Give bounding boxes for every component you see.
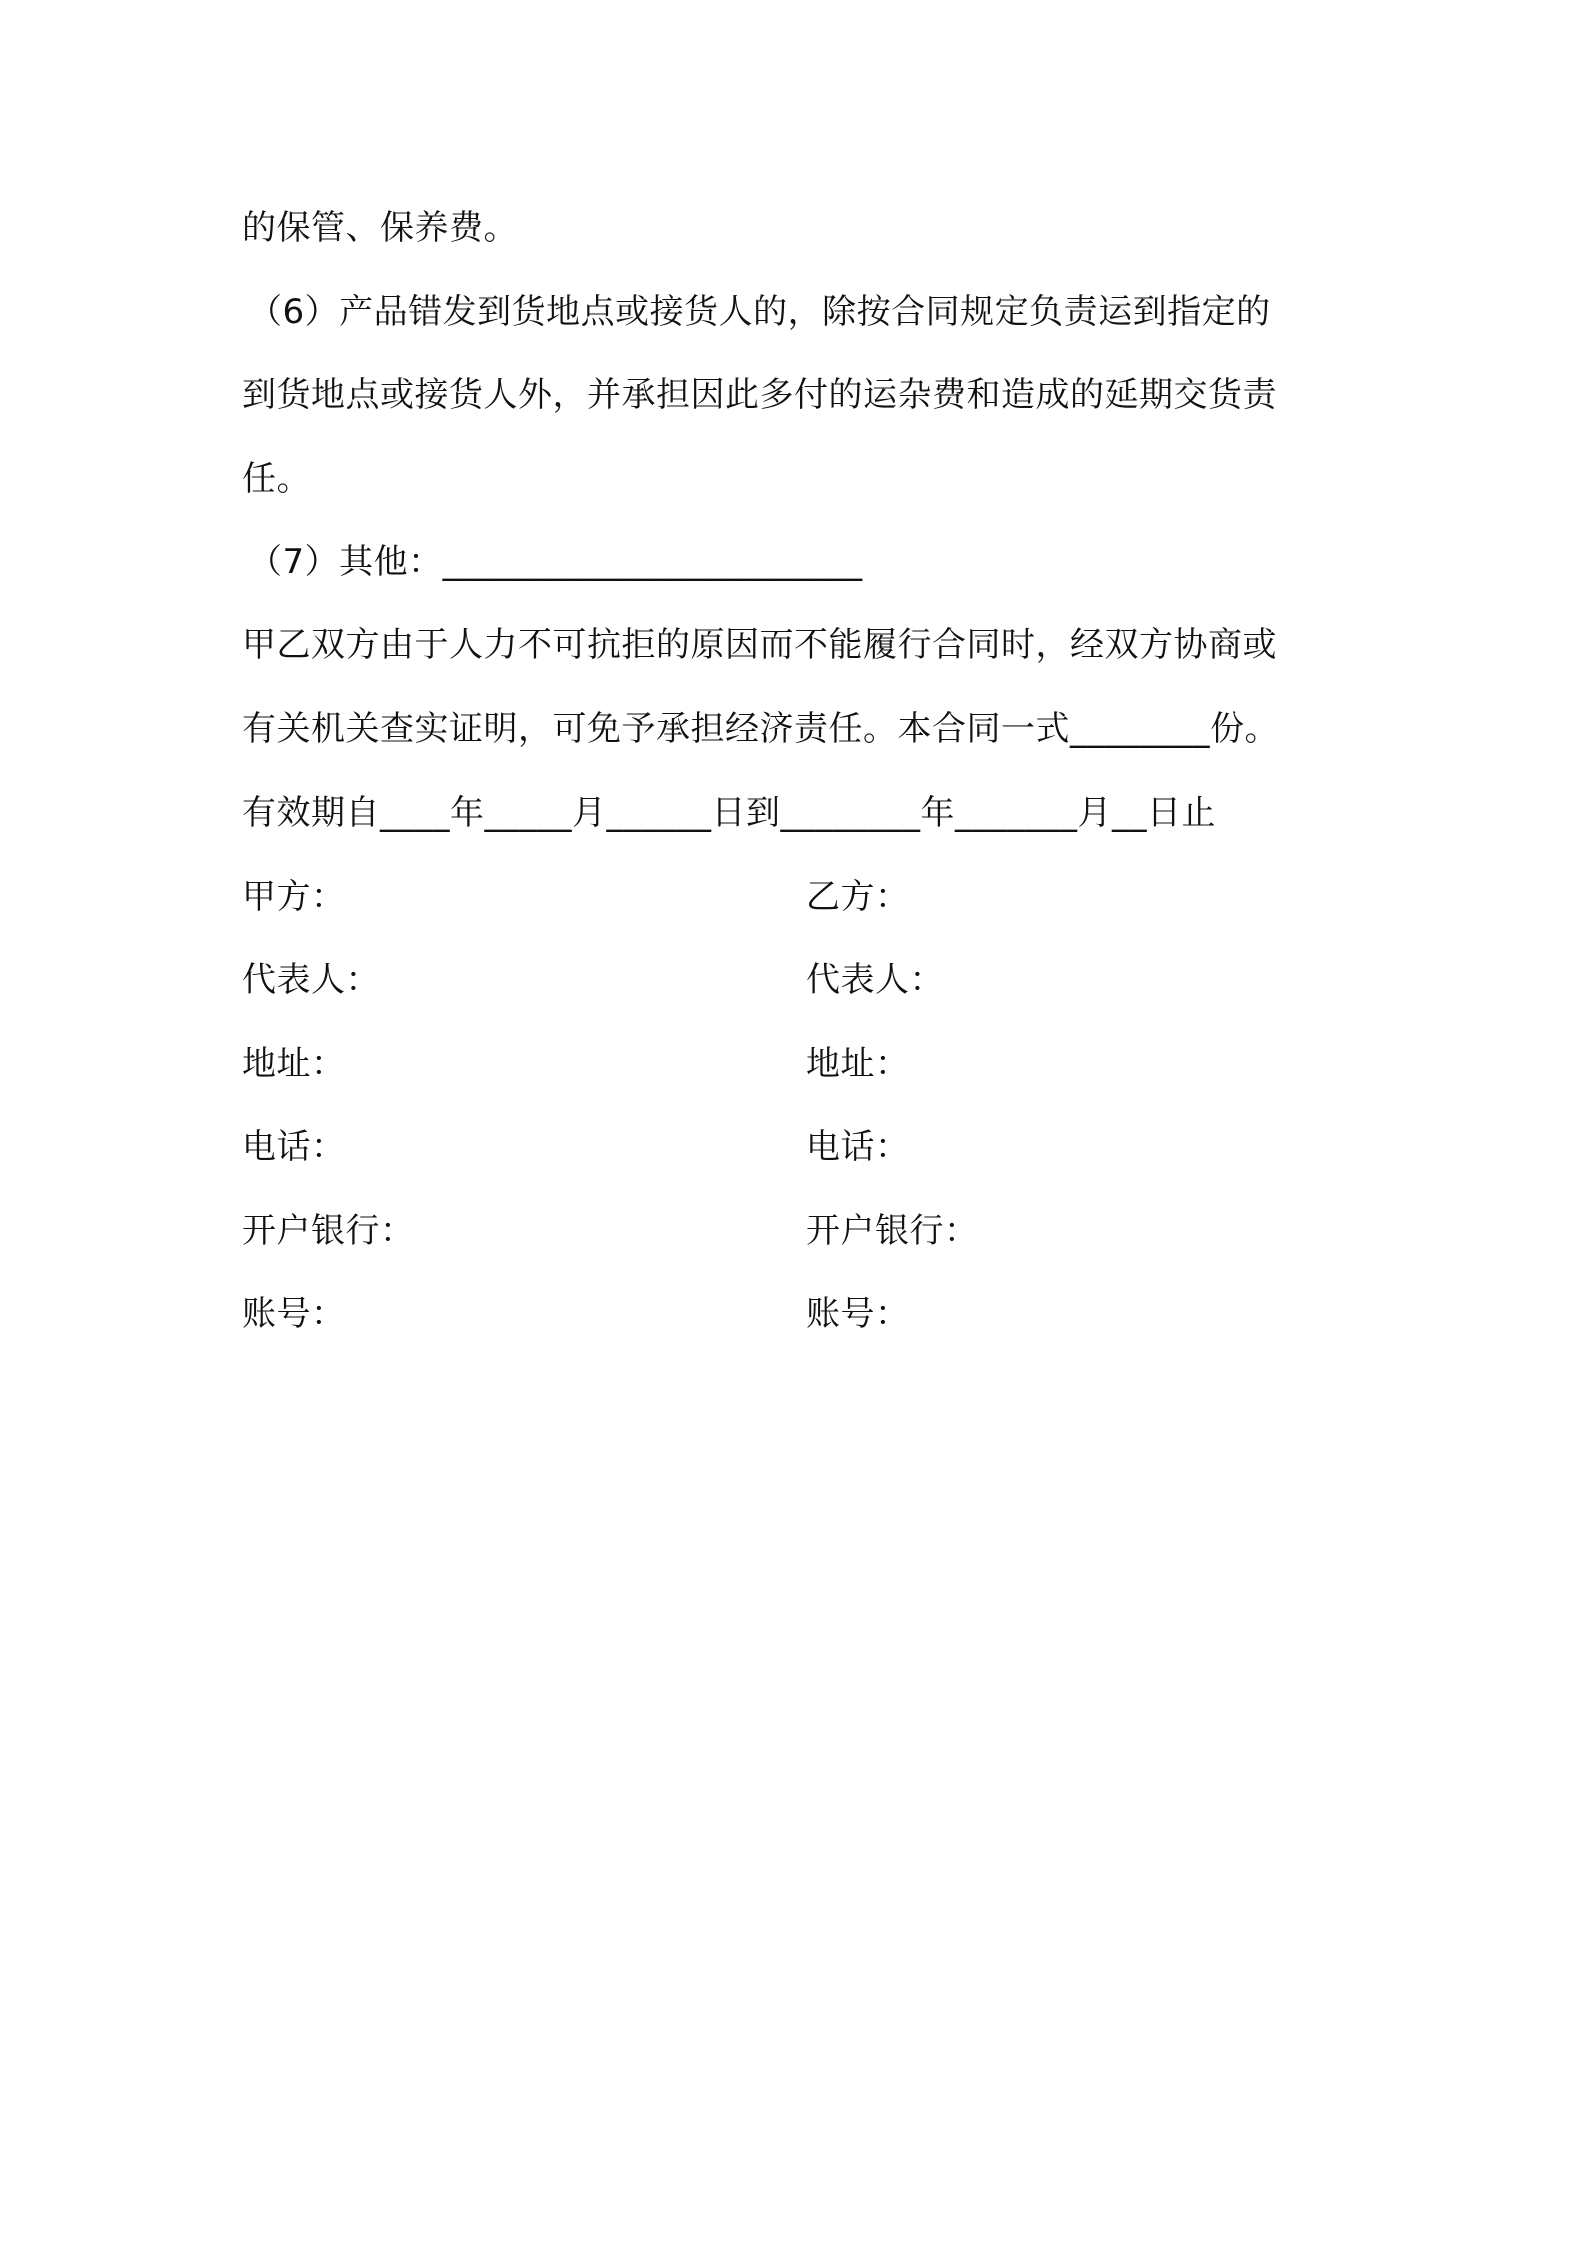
- body-line-5: （7）其他：________________________: [248, 542, 863, 582]
- party-b-bank-label: 开户银行：: [806, 1211, 979, 1251]
- party-a-representative-label: 代表人：: [242, 960, 380, 1000]
- party-b-representative-label: 代表人：: [806, 960, 944, 1000]
- party-a-bank-label: 开户银行：: [242, 1211, 415, 1251]
- party-a-address-label: 地址：: [242, 1044, 346, 1084]
- party-b-label: 乙方：: [806, 877, 910, 917]
- body-line-1: 的保管、保养费。: [242, 208, 518, 248]
- party-b-address-label: 地址：: [806, 1044, 910, 1084]
- party-b-account-label: 账号：: [806, 1294, 910, 1334]
- body-line-6: 甲乙双方由于人力不可抗拒的原因而不能履行合同时，经双方协商或: [242, 625, 1277, 665]
- body-line-3: 到货地点或接货人外，并承担因此多付的运杂费和造成的延期交货责: [242, 375, 1277, 415]
- body-line-2: （6）产品错发到货地点或接货人的，除按合同规定负责运到指定的: [248, 292, 1271, 332]
- party-b-phone-label: 电话：: [806, 1127, 910, 1167]
- body-line-8: 有效期自____年_____月______日到________年_______月__日止: [242, 793, 1216, 833]
- party-a-phone-label: 电话：: [242, 1127, 346, 1167]
- party-a-account-label: 账号：: [242, 1294, 346, 1334]
- body-line-4: 任。: [242, 459, 311, 499]
- body-line-7: 有关机关查实证明，可免予承担经济责任。本合同一式________份。: [242, 709, 1279, 749]
- party-a-label: 甲方：: [242, 877, 346, 917]
